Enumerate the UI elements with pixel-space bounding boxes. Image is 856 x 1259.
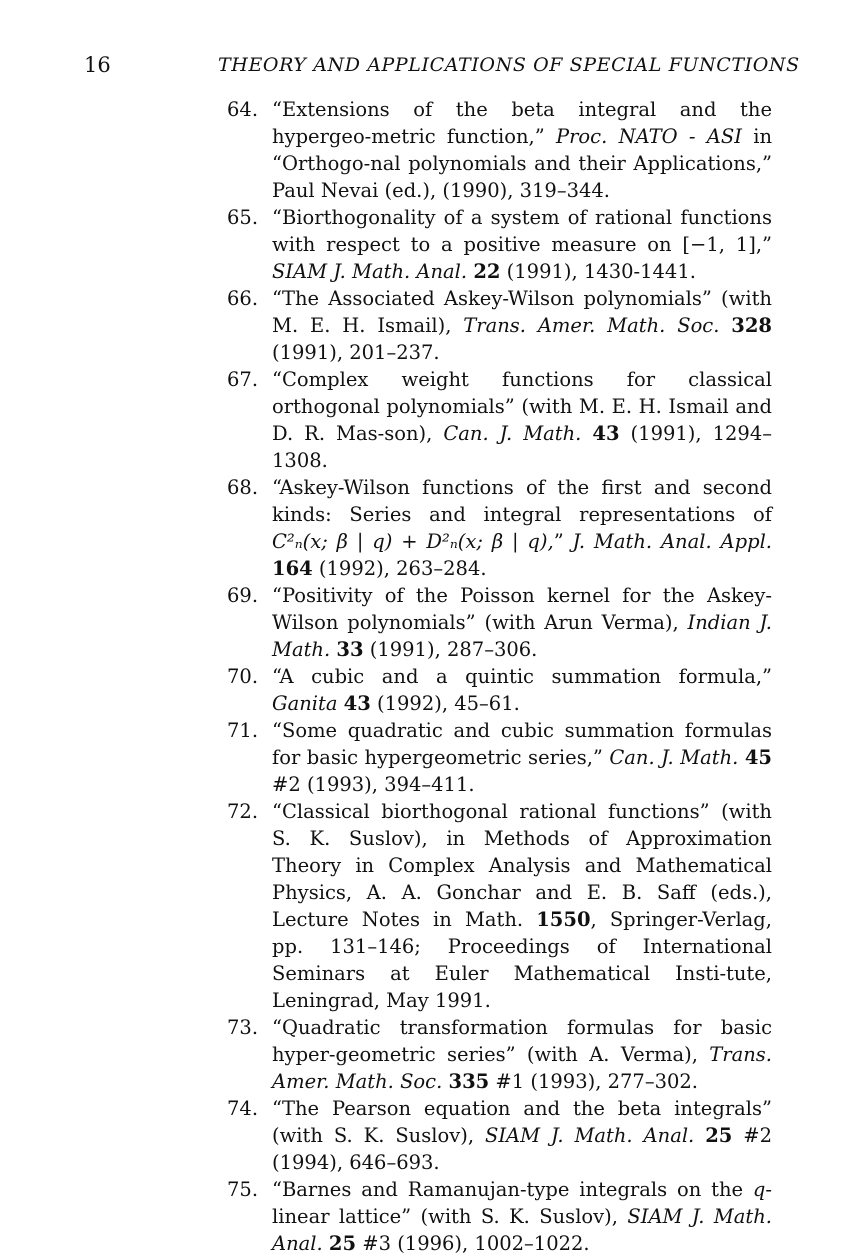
- italic-span: Can. J. Math.: [609, 746, 739, 769]
- reference-item: [227, 798, 772, 1014]
- reference-item: [227, 1095, 772, 1176]
- bold-span: 43: [343, 692, 371, 715]
- reference-item: [227, 717, 772, 798]
- italic-span: Trans. Amer. Math. Soc.: [272, 1043, 772, 1093]
- italic-span: q: [752, 1178, 766, 1201]
- text-span: (1992), 263–284.: [312, 557, 487, 580]
- bold-span: 43: [592, 422, 620, 445]
- reference-text: [272, 285, 772, 366]
- reference-item: [227, 96, 772, 204]
- reference-text: [272, 1176, 772, 1257]
- text-span: in “Orthogo-nal polynomials and their Applications,” Paul Nevai (ed.), (1990), 319–344.: [272, 125, 773, 202]
- text-span: (1992), 45–61.: [370, 692, 520, 715]
- bold-span: 328: [731, 314, 772, 337]
- reference-item: [227, 1014, 772, 1095]
- page-header: [0, 50, 856, 82]
- text-span: “The Pearson equation and the beta integrals” (with S. K. Suslov),: [272, 1097, 772, 1147]
- text-span: (1991), 201–237.: [272, 341, 440, 364]
- italic-span: SIAM J. Math. Anal.: [272, 1205, 772, 1255]
- italic-span: C²ₙ(x; β | q) + D²ₙ(x; β | q),: [272, 530, 554, 553]
- reference-item: [227, 204, 772, 285]
- reference-number: 69.: [227, 584, 259, 607]
- reference-item: [227, 474, 772, 582]
- italic-span: Ganita: [272, 692, 338, 715]
- text-span: “Quadratic transformation formulas for basic hyper-geometric series” (with A. Verma),: [272, 1016, 772, 1066]
- reference-text: [272, 663, 772, 717]
- text-span: “Extensions of the beta integral and the hypergeo-metric function,”: [272, 98, 772, 148]
- reference-list: [227, 96, 772, 1257]
- text-span: “Complex weight functions for classical orthogonal polynomials” (with M. E. H. Ismail and D. R. Mas-son),: [272, 368, 772, 445]
- text-span: “A cubic and a quintic summation formula,”: [272, 665, 772, 688]
- text-span: [694, 1124, 705, 1147]
- reference-number: 68.: [227, 476, 259, 499]
- page-number: 16: [84, 53, 111, 77]
- italic-span: SIAM J. Math. Anal.: [484, 1124, 695, 1147]
- italic-span: Proc. NATO - ASI: [555, 125, 742, 148]
- bold-span: 335: [448, 1070, 490, 1093]
- text-span: #2 (1993), 394–411.: [272, 773, 475, 796]
- bold-span: 1550: [536, 908, 591, 931]
- reference-number: 65.: [227, 206, 259, 229]
- text-span: #3 (1996), 1002–1022.: [356, 1232, 590, 1255]
- italic-span: J. Math. Anal. Appl.: [572, 530, 773, 553]
- reference-item: [227, 285, 772, 366]
- reference-text: [272, 582, 772, 663]
- text-span: (1991), 1430-1441.: [500, 260, 696, 283]
- reference-number: 71.: [227, 719, 259, 742]
- italic-span: SIAM J. Math. Anal.: [272, 260, 468, 283]
- bold-span: 164: [272, 557, 313, 580]
- reference-text: [272, 798, 772, 1014]
- reference-number: 70.: [227, 665, 259, 688]
- reference-text: [272, 1014, 772, 1095]
- reference-text: [272, 96, 772, 204]
- text-span: (1991), 1294–1308.: [272, 422, 772, 472]
- reference-number: 64.: [227, 98, 259, 121]
- text-span: “Positivity of the Poisson kernel for the Askey-Wilson polynomials” (with Arun Verma),: [272, 584, 772, 634]
- bold-span: 22: [473, 260, 501, 283]
- text-span: #2 (1994), 646–693.: [272, 1124, 773, 1174]
- reference-text: [272, 204, 772, 285]
- reference-text: [272, 366, 772, 474]
- running-title: THEORY AND APPLICATIONS OF SPECIAL FUNCTIONS: [218, 54, 800, 76]
- text-span: “Barnes and Ramanujan-type integrals on the: [272, 1178, 753, 1201]
- italic-span: Can. J. Math.: [443, 422, 582, 445]
- italic-span: Indian J. Math.: [272, 611, 772, 661]
- reference-number: 73.: [227, 1016, 259, 1039]
- text-span: “Classical biorthogonal rational functions” (with S. K. Suslov), in Methods of Approximation Theory in Complex Analysis and Mathematical Physics, A. A. Gonchar and E. B. Saff (eds.), Lecture Notes in Math.: [272, 800, 772, 931]
- text-span: (1991), 287–306.: [363, 638, 538, 661]
- text-span: “Some quadratic and cubic summation formulas for basic hypergeometric series,”: [272, 719, 772, 769]
- reference-number: 66.: [227, 287, 259, 310]
- text-span: “Askey-Wilson functions of the first and second kinds: Series and integral representations of: [272, 476, 772, 526]
- text-span: #1 (1993), 277–302.: [489, 1070, 698, 1093]
- bold-span: 25: [705, 1124, 733, 1147]
- text-span: [719, 314, 731, 337]
- bold-span: 25: [328, 1232, 357, 1255]
- reference-text: [272, 1095, 772, 1176]
- text-span: “Biorthogonality of a system of rational functions with respect to a positive measure on [−1, 1],”: [272, 206, 772, 256]
- reference-text: [272, 474, 772, 582]
- italic-span: Trans. Amer. Math. Soc.: [463, 314, 720, 337]
- text-span: -linear lattice” (with S. K. Suslov),: [272, 1178, 772, 1228]
- text-span: [581, 422, 592, 445]
- reference-number: 75.: [227, 1178, 259, 1201]
- reference-item: [227, 582, 772, 663]
- reference-text: [272, 717, 772, 798]
- reference-number: 67.: [227, 368, 259, 391]
- reference-number: 74.: [227, 1097, 259, 1120]
- text-span: , Springer-Verlag, pp. 131–146; Proceedings of International Seminars at Euler Mathematical Insti-tute, Leningrad, May 1991.: [272, 908, 772, 1012]
- bold-span: 33: [336, 638, 364, 661]
- reference-item: [227, 366, 772, 474]
- reference-number: 72.: [227, 800, 259, 823]
- text-span: ”: [553, 530, 573, 553]
- text-span: “The Associated Askey-Wilson polynomials” (with M. E. H. Ismail),: [272, 287, 772, 337]
- reference-item: [227, 663, 772, 717]
- reference-item: [227, 1176, 772, 1257]
- bold-span: 45: [744, 746, 772, 769]
